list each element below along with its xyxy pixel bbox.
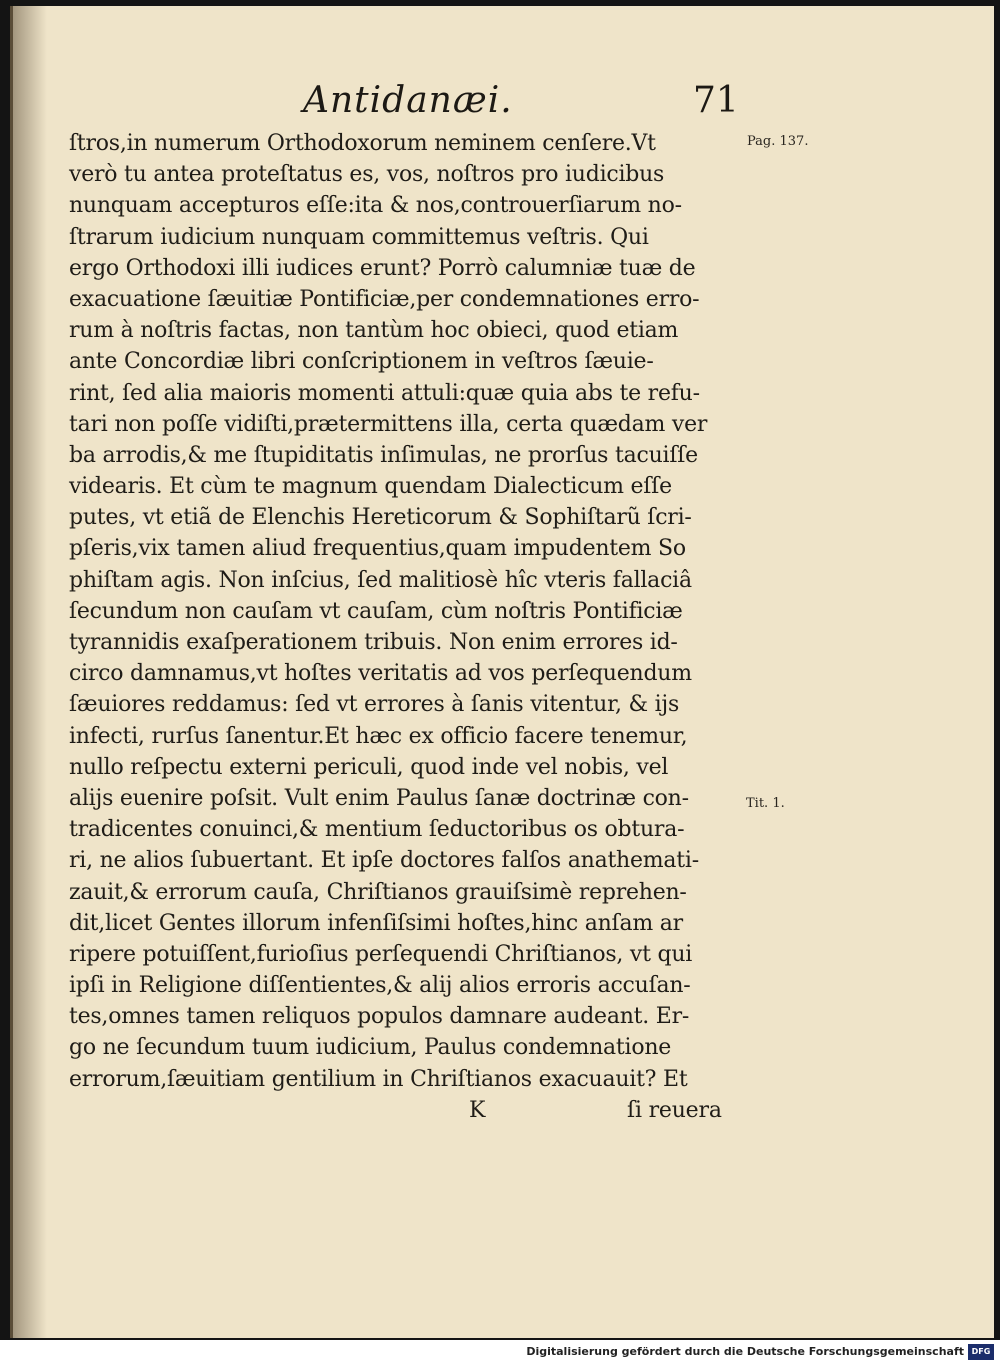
text-line: verò tu antea proteſtatus es, vos, noſtros pro iudicibus	[69, 162, 665, 188]
text-line: infecti, rurſus ſanentur.Et hæc ex officio facere tenemur,	[69, 723, 688, 749]
text-line: rint, ſed alia maioris momenti attuli:quæ quia abs te refu-	[69, 380, 700, 406]
text-line: putes, vt etiã de Elenchis Hereticorum & Sophiſtarũ ſcri-	[69, 505, 692, 531]
text-line: tradicentes conuinci,& mentium ſeductoribus os obtura-	[69, 817, 685, 843]
page-gutter-shadow	[13, 6, 47, 1338]
text-line: go ne ſecundum tuum iudicium, Paulus condemnatione	[69, 1035, 672, 1061]
text-line: nunquam accepturos eſſe:ita & nos,controuerſiarum no-	[69, 193, 682, 219]
signature-mark: K	[469, 1097, 486, 1123]
digitization-footer	[0, 1340, 1000, 1366]
text-line: ſecundum non cauſam vt cauſam, cùm noſtris Pontificiæ	[69, 598, 683, 624]
text-line: nullo reſpectu externi periculi, quod inde vel nobis, vel	[69, 754, 669, 780]
text-line: pſeris,vix tamen aliud frequentius,quam impudentem So	[69, 536, 686, 562]
text-line: rum à noſtris factas, non tantùm hoc obieci, quod etiam	[69, 318, 679, 344]
text-line: circo damnamus,vt hoſtes veritatis ad vos perſequendum	[69, 661, 692, 687]
body-text	[69, 128, 739, 1127]
text-line: dit,licet Gentes illorum infenſiſsimi hoſtes,hinc anſam ar	[69, 910, 683, 936]
funding-credit: Digitalisierung gefördert durch die Deutsche Forschungsgemeinschaft	[526, 1345, 964, 1358]
text-line: ripere potuiſſent,furioſius perſequendi Chriſtianos, vt qui	[69, 941, 693, 967]
catchword-line	[69, 1095, 739, 1127]
text-line: alijs euenire poſsit. Vult enim Paulus ſanæ doctrinæ con-	[69, 785, 689, 811]
text-line: ſtrarum iudicium nunquam committemus veſtris. Qui	[69, 224, 649, 250]
text-line: exacuatione ſæuitiæ Pontificiæ,per condemnationes erro-	[69, 286, 700, 312]
catchword: ſi reuera	[627, 1097, 722, 1123]
text-line: ri, ne alios ſubuertant. Et ipſe doctores falſos anathemati-	[69, 848, 699, 874]
margin-note-page-reference: Pag. 137.	[747, 134, 809, 149]
text-line: videaris. Et cùm te magnum quendam Dialecticum eſſe	[69, 474, 672, 500]
text-line: zauit,& errorum cauſa, Chriſtianos grauiſsimè reprehen-	[69, 879, 687, 905]
text-line: phiſtam agis. Non inſcius, ſed malitiosè hîc vteris fallaciâ	[69, 567, 692, 593]
running-head: Antidanæi.	[303, 80, 513, 121]
text-line: ba arrodis,& me ſtupiditatis inſimulas, ne prorſus tacuiſſe	[69, 442, 698, 468]
margin-note-titus-reference: Tit. 1.	[746, 796, 785, 811]
text-line: ſtros,in numerum Orthodoxorum neminem cenſere.Vt	[69, 131, 656, 156]
text-line: ipſi in Religione diſſentientes,& alij alios erroris accuſan-	[69, 973, 691, 999]
text-line: tes,omnes tamen reliquos populos damnare audeant. Er-	[69, 1004, 690, 1030]
text-line: errorum,ſæuitiam gentilium in Chriſtianos exacuauit? Et	[69, 1066, 688, 1092]
dfg-logo-icon: DFG	[968, 1344, 994, 1360]
page-number: 71	[693, 80, 739, 121]
text-line: tyrannidis exaſperationem tribuis. Non enim errores id-	[69, 630, 678, 655]
book-page	[10, 6, 994, 1338]
text-line: ergo Orthodoxi illi iudices erunt? Porrò calumniæ tuæ de	[69, 255, 696, 281]
text-line: tari non poſſe vidiſti,prætermittens illa, certa quædam ver	[69, 411, 708, 437]
text-line: ante Concordiæ libri conſcriptionem in veſtros ſæuie-	[69, 349, 654, 375]
text-line: ſæuiores reddamus: ſed vt errores à ſanis vitentur, & ijs	[69, 692, 680, 718]
